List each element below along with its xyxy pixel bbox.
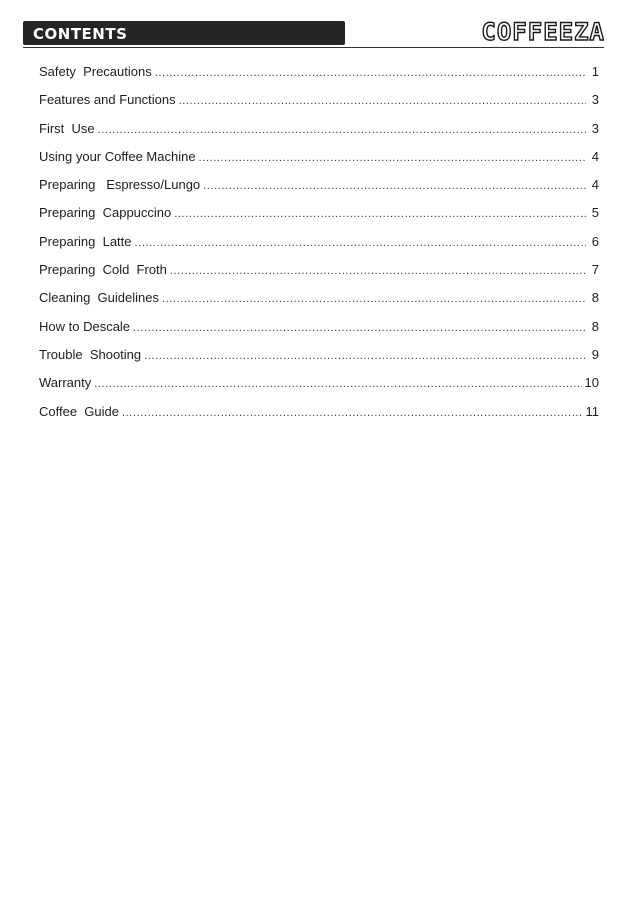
- toc-entry-page-number: 11: [585, 403, 599, 419]
- toc-entry-page-number: 3: [591, 92, 599, 108]
- toc-entry-page-number: 1: [591, 64, 599, 79]
- toc-entry-page-number: 8: [591, 318, 599, 334]
- page-title: CONTENTS: [33, 25, 128, 43]
- toc-leader-dots: [170, 265, 586, 277]
- toc-leader-dots: [122, 407, 583, 419]
- toc-entry-label: Preparing Espresso/Lungo: [39, 177, 201, 193]
- toc-entry-label: Preparing Cappuccino: [39, 205, 172, 221]
- toc-leader-dots: [203, 180, 586, 192]
- toc-entry[interactable]: [39, 290, 599, 318]
- toc-leader-dots: [98, 124, 586, 136]
- coffeeza-logo: COFFEEZA: [481, 18, 605, 46]
- toc-entry-page-number: 4: [591, 177, 599, 193]
- header-divider: [23, 47, 604, 48]
- toc-entry-page-number: 5: [591, 205, 599, 221]
- toc-leader-dots: [94, 378, 581, 390]
- toc-entry[interactable]: [39, 205, 599, 233]
- toc-entry[interactable]: [39, 375, 599, 403]
- table-of-contents: [39, 64, 599, 432]
- toc-entry-label: Preparing Latte: [39, 233, 132, 249]
- toc-entry-label: First Use: [39, 120, 95, 136]
- toc-entry[interactable]: [39, 64, 599, 92]
- toc-entry[interactable]: [39, 319, 599, 347]
- toc-entry-page-number: 6: [591, 233, 599, 249]
- toc-entry[interactable]: [39, 404, 599, 432]
- toc-entry[interactable]: [39, 234, 599, 262]
- toc-leader-dots: [144, 350, 586, 362]
- toc-entry[interactable]: [39, 149, 599, 177]
- toc-entry-label: Features and Functions: [39, 92, 176, 108]
- toc-leader-dots: [179, 95, 586, 107]
- toc-entry[interactable]: [39, 177, 599, 205]
- toc-entry-label: Using your Coffee Machine: [39, 148, 196, 164]
- toc-leader-dots: [162, 293, 586, 305]
- toc-entry-label: Safety Precautions: [39, 64, 152, 79]
- toc-leader-dots: [174, 208, 586, 220]
- toc-entry-label: Preparing Cold Froth: [39, 262, 167, 278]
- toc-leader-dots: [199, 152, 586, 164]
- toc-entry-label: Trouble Shooting: [39, 346, 142, 362]
- toc-leader-dots: [155, 67, 586, 79]
- toc-entry-page-number: 8: [591, 290, 599, 306]
- toc-entry-page-number: 4: [591, 148, 599, 164]
- toc-entry[interactable]: [39, 121, 599, 149]
- toc-entry-page-number: 9: [591, 346, 599, 362]
- toc-leader-dots: [133, 322, 586, 334]
- toc-entry[interactable]: [39, 347, 599, 375]
- toc-entry-page-number: 7: [591, 262, 599, 278]
- toc-entry-label: Cleaning Guidelines: [39, 290, 159, 306]
- toc-entry[interactable]: [39, 262, 599, 290]
- toc-entry-label: How to Descale: [39, 318, 131, 334]
- toc-entry-page-number: 3: [591, 120, 599, 136]
- toc-leader-dots: [135, 237, 586, 249]
- toc-entry-label: Coffee Guide: [39, 403, 119, 419]
- contents-header-bar: [23, 21, 345, 45]
- toc-entry[interactable]: [39, 92, 599, 120]
- toc-entry-label: Warranty: [39, 375, 92, 391]
- toc-entry-page-number: 10: [584, 375, 599, 391]
